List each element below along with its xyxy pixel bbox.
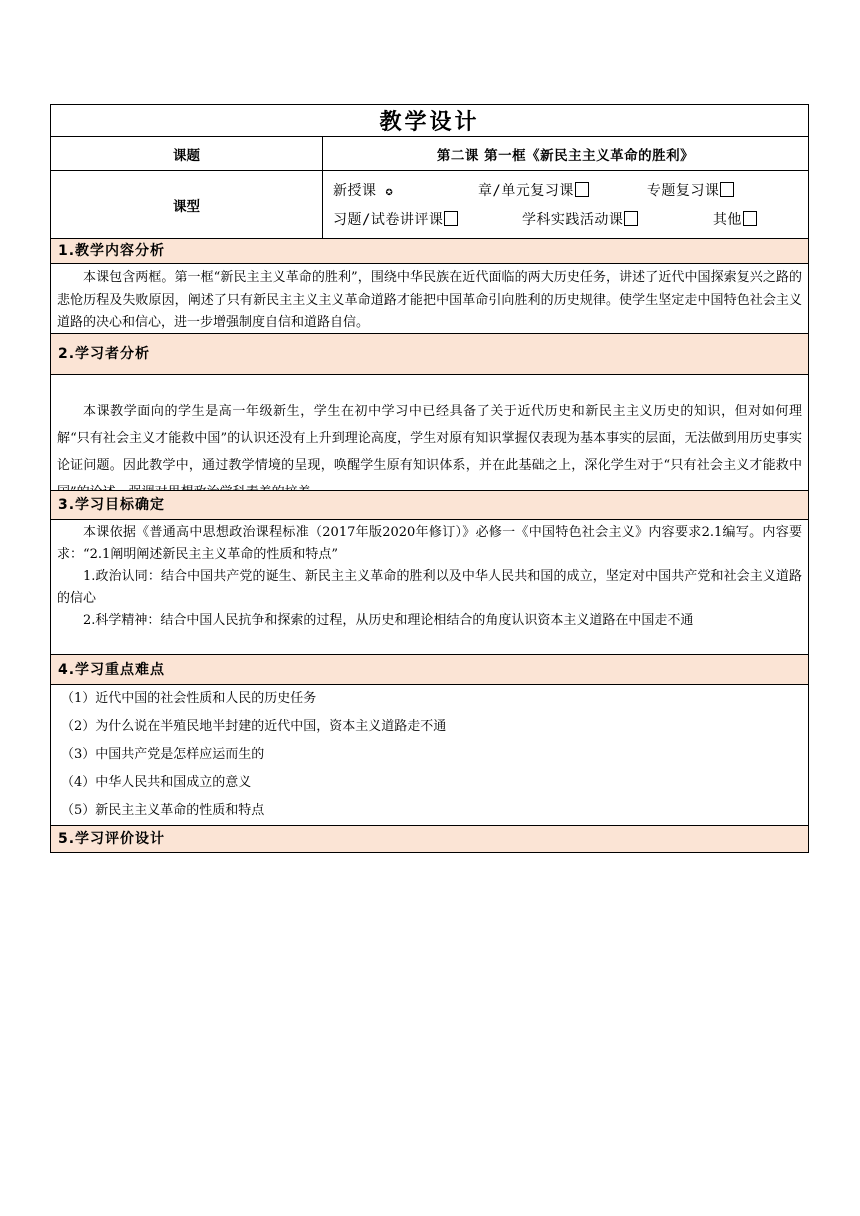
list-item: （3）中国共产党是怎样应运而生的 (61, 747, 265, 762)
section-body-key-points (50, 685, 809, 826)
paragraph: 本课依据《普通高中思想政治课程标准（2017年版2020年修订）》必修一《中国特色社会主义》内容要求2.1编写。内容要求：“2.1阐明阐述新民主主义革命的性质和特点” (57, 525, 802, 562)
checkbox-icon[interactable] (720, 182, 734, 197)
list-item: （4）中华人民共和国成立的意义 (61, 775, 252, 790)
option-other[interactable]: 其他 (713, 206, 757, 235)
lesson-type-row (50, 171, 809, 239)
paragraph: 本课包含两框。第一框“新民主主义革命的胜利”，围绕中华民族在近代面临的两大历史任务，讲述了近代中国探索复兴之路的悲怆历程及失败原因，阐述了只有新民主主义主义革命道路才能把中国革命引向胜利的历史规律。使学生坚定走中国特色社会主义道路的决心和信心，进一步增强制度自信和道路自信。 (57, 270, 802, 330)
list-item: （5）新民主主义革命的性质和特点 (61, 803, 265, 818)
option-topic-review[interactable]: 专题复习课 (647, 177, 735, 206)
topic-row (50, 137, 809, 171)
section-heading-learning-goals: 3.学习目标确定 (50, 491, 809, 520)
list-item: （2）为什么说在半殖民地半封建的近代中国，资本主义道路走不通 (61, 719, 447, 734)
checkbox-icon[interactable] (575, 182, 589, 197)
option-practice-activity[interactable]: 学科实践活动课 (522, 206, 704, 235)
lesson-type-label: 课型 (51, 171, 323, 238)
checkbox-icon[interactable] (624, 211, 638, 226)
section-body-learner-analysis (50, 375, 809, 491)
selected-mark-icon: ✪ (385, 184, 394, 198)
lesson-plan-table (50, 104, 809, 853)
paragraph: 1.政治认同：结合中国共产党的诞生、新民主主义革命的胜利以及中华人民共和国的成立，坚定对中国共产党和社会主义道路的信心 (57, 569, 802, 606)
list-item: （1）近代中国的社会性质和人民的历史任务 (61, 691, 317, 706)
section-heading-key-points: 4.学习重点难点 (50, 655, 809, 685)
topic-label: 课题 (51, 137, 323, 170)
section-heading-evaluation-design: 5.学习评价设计 (50, 826, 809, 853)
checkbox-icon[interactable] (444, 211, 458, 226)
paragraph: 本课教学面向的学生是高一年级新生，学生在初中学习中已经具备了关于近代历史和新民主主义历史的知识，但对如何理解“只有社会主义才能救中国”的认识还没有上升到理论高度，学生对原有知识掌握仅表现为基本事实的层面，无法做到用历史事实论证问题。因此教学中，通过教学情境的呈现，唤醒学生原有知识体系，并在此基础之上，深化学生对于“只有社会主义才能救中 (57, 404, 802, 473)
document-title: 教学设计 (50, 104, 809, 137)
topic-value: 第二课 第一框《新民主主义革命的胜利》 (436, 147, 695, 164)
option-unit-review[interactable]: 章/单元复习课 (478, 177, 638, 206)
section-heading-learner-analysis: 2.学习者分析 (50, 334, 809, 375)
section-body-content-analysis (50, 264, 809, 334)
paragraph: 2.科学精神：结合中国人民抗争和探索的过程，从历史和理论相结合的角度认识资本主义道路在中国走不通 (83, 613, 694, 628)
option-new-lesson[interactable]: 新授课 ✪ (333, 183, 394, 199)
section-body-learning-goals (50, 520, 809, 655)
checkbox-icon[interactable] (743, 211, 757, 226)
lesson-type-options (323, 171, 808, 238)
option-exercise-review[interactable]: 习题/试卷讲评课 (333, 206, 513, 235)
section-heading-content-analysis: 1.教学内容分析 (50, 239, 809, 264)
